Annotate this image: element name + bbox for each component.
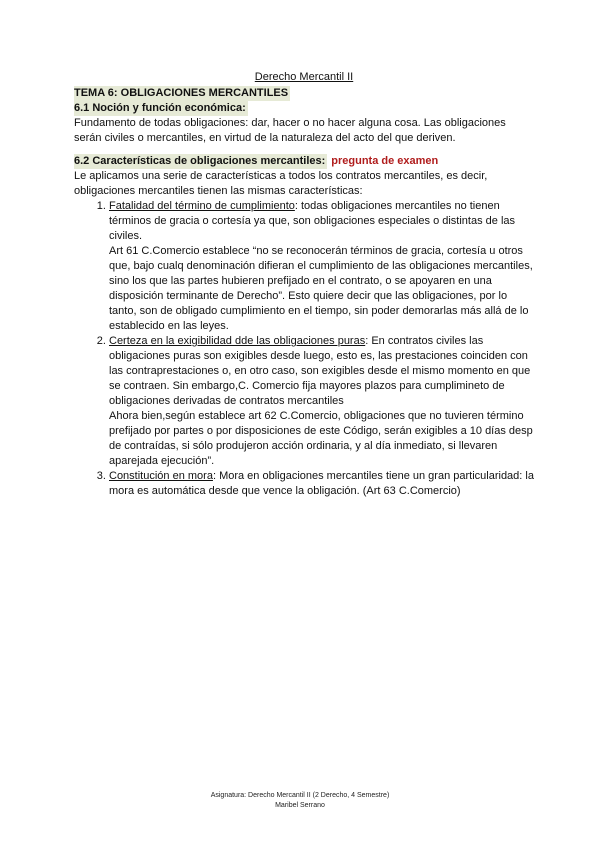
footer-author: Maribel Serrano <box>275 802 325 809</box>
section-2-intro: Le aplicamos una serie de características a todos los contratos mercantiles, es decir, obligaciones mercantiles tienen las mismas características: <box>74 170 488 197</box>
item-text: : todas obligaciones mercantiles no tienen términos de gracia o cortesía ya que, son obligaciones especiales o distintas de las civiles. <box>109 200 516 242</box>
document-title: Derecho Mercantil II <box>254 71 354 83</box>
list-item <box>109 469 534 499</box>
tema-title-row <box>74 86 534 101</box>
item-text: : En contratos civiles las obligaciones puras son exigibles desde luego, esto es, las prestaciones coinciden con las contraprestaciones o, en otro caso, son exigibles desde el mismo momento en que se contraen. Sin embargo,C. Comercio fija mayores plazos para cumplimineto de obligaciones derivadas de contratos mercantiles <box>109 335 531 407</box>
list-item <box>109 334 534 469</box>
tema-title: TEMA 6: OBLIGACIONES MERCANTILES <box>74 87 289 99</box>
item-title: Certeza en la exigibilidad dde las obligaciones puras <box>109 335 366 347</box>
section-2-heading: 6.2 Características de obligaciones mercantiles: <box>74 155 326 167</box>
list-item <box>109 199 534 334</box>
spacer <box>74 146 534 154</box>
item-extra: Ahora bien,según establece art 62 C.Comercio, obligaciones que no tuvieren término prefijado por partes o por disposiciones de este Código, serán exigibles a 10 días desp de contraídas, si sólo produjeron acción ordinaria, y al día inmediato, si llevaren aparejada ejecución”. <box>109 410 533 467</box>
footer-course: Asignatura: Derecho Mercantil II (2 Derecho, 4 Semestre) <box>210 792 390 799</box>
item-title: Constitución en mora <box>109 470 213 482</box>
document-page <box>74 70 534 499</box>
section-2 <box>74 154 534 499</box>
item-extra: Art 61 C.Comercio establece “no se reconocerán términos de gracia, cortesía u otros que, bajo cualq denominación difieran el cumplimiento de las obligaciones mercantiles, sino los que las partes hubieren prefijado en el contrato, o se apoyaren en una disposición terminante de Derecho”. Esto quiere decir que las obligaciones, por lo tanto, son de obligado cumplimiento en el tiempo, sin poder demorarlas más allá de lo establecido en las leyes. <box>109 245 533 332</box>
section-1-heading: 6.1 Noción y función económica: <box>74 102 246 114</box>
page-footer <box>0 791 600 811</box>
item-title: Fatalidad del término de cumplimiento <box>109 200 295 212</box>
item-text: : Mora en obligaciones mercantiles tiene un gran particularidad: la mora es automática desde que vence la obligación. (Art 63 C.Comercio) <box>109 470 534 497</box>
section-1-body: Fundamento de todas obligaciones: dar, hacer o no hacer alguna cosa. Las obligaciones serán civiles o mercantiles, en virtud de la naturaleza del acto del que deriven. <box>74 117 506 144</box>
exam-tag: pregunta de examen <box>331 155 439 167</box>
section-2-heading-row <box>74 154 534 169</box>
section-1 <box>74 101 534 146</box>
characteristics-list <box>74 199 534 499</box>
